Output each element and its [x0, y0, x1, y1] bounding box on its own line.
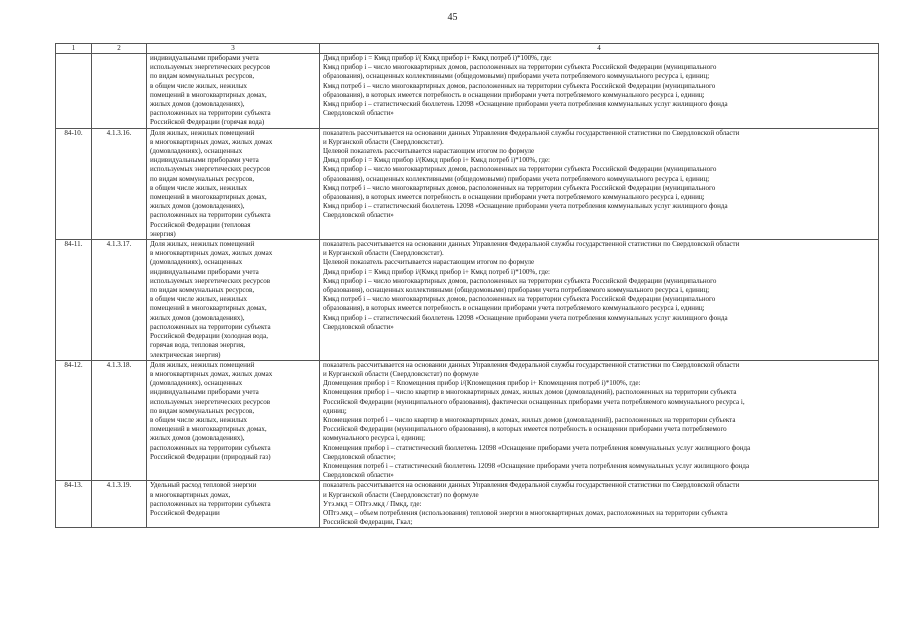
indicator-name-line: в общем числе жилых, нежилых [150, 183, 248, 192]
indicator-name-line: помещений в многоквартирных домах, [150, 193, 267, 202]
calculation-method-line: Кмкд потреб i – число многоквартирных домов, расположенных на территории субъекта Российской Федерации (муниципального [323, 183, 716, 192]
indicator-name-line: Доля жилых, нежилых помещений [150, 128, 255, 137]
calculation-method-line: Кмкд потреб i – число многоквартирных домов, расположенных на территории субъекта Российской Федерации (муниципального [323, 81, 716, 90]
row-number-cell: 84-10. [56, 128, 92, 239]
indicator-name-line: электрическая энергия) [150, 350, 221, 359]
calculation-method-line: образования), оснащенных коллективными (общедомовыми) приборами учета потребляемого коммунального ресурса i, единиц; [323, 286, 710, 295]
calculation-method-line: Кмкд прибор i – статистический бюллетень 12098 «Оснащение приборами учета потребления коммунальных услуг жилищного фонда [323, 100, 728, 109]
calculation-method-line: показатель рассчитывается на основании данных Управления Федеральной службы государственной статистики по Свердловской области [323, 240, 740, 249]
calculation-method-cell [320, 240, 879, 361]
calculation-method-line: единиц; [323, 406, 347, 415]
row-number-cell: 84-13. [56, 481, 92, 528]
header-cell-col4: 4 [320, 44, 879, 54]
calculation-method-line: Кмкд прибор i – число многоквартирных домов, расположенных на территории субъекта Российской Федерации (муниципального [323, 165, 717, 174]
calculation-method-line: и Курганской области (Свердловскстат) по формуле [323, 490, 479, 499]
calculation-method-line: Утэ.мкд = ОПтэ.мкд / Пмкд, где: [323, 499, 422, 508]
indicator-name-line: жилых домов (домовладениях), [150, 313, 245, 322]
row-number-cell [56, 54, 92, 129]
indicator-name-line: (домовладениях), оснащенных [150, 258, 243, 267]
indicator-code-cell: 4.1.3.18. [92, 360, 147, 481]
indicator-name-line: используемых энергетических ресурсов [150, 397, 271, 406]
header-cell-col3: 3 [147, 44, 320, 54]
indicator-name-line: помещений в многоквартирных домах, [150, 425, 267, 434]
table-row [56, 360, 879, 481]
calculation-method-line: образования), в которых имеется потребность в оснащении приборами учета потребляемого коммунального ресурса i, единиц; [323, 90, 705, 99]
calculation-method-line: Кпомещения прибор i – число квартир в многоквартирных домах, жилых домов (домовладений), расположенных на территории субъекта [323, 388, 737, 397]
indicator-name-line: используемых энергетических ресурсов [150, 165, 271, 174]
calculation-method-line: Кпомещения потреб i – число квартир в многоквартирных домах, жилых домов (домовладений), расположенных на территории субъекта [323, 415, 736, 424]
calculation-method-line: Кмкд прибор i – число многоквартирных домов, расположенных на территории субъекта Российской Федерации (муниципального [323, 276, 717, 285]
indicator-code-cell [92, 54, 147, 129]
calculation-method-line: Свердловской области» [323, 471, 394, 480]
calculation-method-line: и Курганской области (Свердловскстат) по формуле [323, 369, 479, 378]
calculation-method-cell [320, 481, 879, 528]
calculation-method-line: и Курганской области (Свердловскстат). [323, 137, 444, 146]
header-cell-col2: 2 [92, 44, 147, 54]
calculation-method-line: Российской Федерации (муниципального образования), в которых имеется потребность в оснащении приборами учета потребляемого [323, 425, 727, 434]
row-number-cell: 84-11. [56, 240, 92, 361]
indicator-name-line: помещений в многоквартирных домах, [150, 90, 267, 99]
calculation-method-line: Свердловской области»; [323, 452, 396, 461]
indicator-name-line: индивидуальными приборами учета [150, 388, 259, 397]
calculation-method-line: Дмкд прибор i = Кмкд прибор i/(Кмкд прибор i+ Кмкд потреб i)*100%, где: [323, 267, 550, 276]
indicator-name-line: жилых домов (домовладениях), [150, 202, 245, 211]
calculation-method-line: Российской Федерации (муниципального образования), фактически оснащенных приборами учета потребляемого коммунального ресурса i, [323, 397, 745, 406]
calculation-method-line: Кмкд прибор i – статистический бюллетень 12098 «Оснащение приборами учета потребления коммунальных услуг жилищного фонда [323, 202, 728, 211]
indicator-name-line: Удельный расход тепловой энергии [150, 481, 257, 490]
indicator-name-cell [147, 481, 320, 528]
calculation-method-line: показатель рассчитывается на основании данных Управления Федеральной службы государственной статистики по Свердловской области [323, 481, 740, 490]
indicator-name-line: помещений в многоквартирных домах, [150, 304, 267, 313]
indicator-name-line: расположенных на территории субъекта [150, 499, 271, 508]
indicator-name-line: расположенных на территории субъекта [150, 211, 271, 220]
calculation-method-line: коммунального ресурса i, единиц; [323, 434, 426, 443]
indicator-name-line: индивидуальными приборами учета [150, 54, 259, 62]
calculation-method-line: Целевой показатель рассчитывается нарастающим итогом по формуле [323, 147, 535, 156]
indicator-code-cell: 4.1.3.19. [92, 481, 147, 528]
indicator-name-line: Российской Федерации (горячая вода) [150, 118, 265, 127]
indicator-name-line: Доля жилых, нежилых помещений [150, 240, 255, 249]
calculation-method-line: и Курганской области (Свердловскстат). [323, 249, 444, 258]
calculation-method-line: образования), оснащенных коллективными (общедомовыми) приборами учета потребляемого коммунального ресурса i, единиц; [323, 72, 710, 81]
indicator-name-cell [147, 54, 320, 129]
indicator-name-line: Российской Федерации (природный газ) [150, 452, 271, 461]
table-body [56, 54, 879, 528]
calculation-method-line: Свердловской области» [323, 211, 394, 220]
calculation-method-line: Целевой показатель рассчитывается нарастающим итогом по формуле [323, 258, 535, 267]
calculation-method-line: образования), в которых имеется потребность в оснащении приборами учета потребляемого коммунального ресурса i, единиц; [323, 193, 705, 202]
indicator-name-cell [147, 360, 320, 481]
calculation-method-line: Дмкд прибор i = Кмкд прибор i/( Кмкд прибор i+ Кмкд потреб i)*100%, где: [323, 54, 552, 62]
table-row [56, 240, 879, 361]
calculation-method-line: Дмкд прибор i = Кмкд прибор i/(Кмкд прибор i+ Кмкд потреб i)*100%, где: [323, 156, 550, 165]
indicator-name-line: Доля жилых, нежилых помещений [150, 360, 255, 369]
indicator-name-line: индивидуальными приборами учета [150, 156, 259, 165]
indicator-name-line: Российской Федерации [150, 508, 220, 517]
calculation-method-line: показатель рассчитывается на основании данных Управления Федеральной службы государственной статистики по Свердловской области [323, 360, 740, 369]
calculation-method-line: Кпомещения потреб i – статистический бюллетень 12098 «Оснащение приборами учета потребления коммунальных услуг жилищного фонда [323, 461, 750, 470]
indicator-name-line: жилых домов (домовладениях), [150, 434, 245, 443]
indicator-name-line: (домовладениях), оснащенных [150, 147, 243, 156]
calculation-method-line: Российской Федерации, Гкал; [323, 518, 413, 527]
indicator-name-line: горячая вода, тепловая энергия, [150, 341, 246, 350]
indicator-name-line: индивидуальными приборами учета [150, 267, 259, 276]
calculation-method-cell [320, 54, 879, 129]
table-row [56, 128, 879, 239]
indicator-name-line: в общем числе жилых, нежилых [150, 295, 248, 304]
page-number: 45 [447, 12, 458, 23]
indicator-name-line: по видам коммунальных ресурсов, [150, 286, 255, 295]
indicator-name-line: по видам коммунальных ресурсов, [150, 174, 255, 183]
calculation-method-line: ОПтэ.мкд – объем потребления (использования) тепловой энергии в многоквартирных домах, расположенных на территории субъекта [323, 508, 728, 517]
calculation-method-line: образования), оснащенных коллективными (общедомовыми) приборами учета потребляемого коммунального ресурса i, единиц; [323, 174, 710, 183]
table-row [56, 54, 879, 129]
indicator-code-cell: 4.1.3.17. [92, 240, 147, 361]
indicator-name-line: энергия) [150, 229, 176, 238]
table-row [56, 481, 879, 528]
indicator-name-line: по видам коммунальных ресурсов, [150, 72, 255, 81]
calculation-method-cell [320, 128, 879, 239]
calculation-method-cell [320, 360, 879, 481]
indicator-name-line: жилых домов (домовладениях), [150, 100, 245, 109]
calculation-method-line: образования), в которых имеется потребность в оснащении приборами учета потребляемого коммунального ресурса i, единиц; [323, 304, 705, 313]
calculation-method-line: Кмкд потреб i – число многоквартирных домов, расположенных на территории субъекта Российской Федерации (муниципального [323, 295, 716, 304]
indicator-name-line: расположенных на территории субъекта [150, 109, 271, 118]
header-cell-col1: 1 [56, 44, 92, 54]
indicator-name-line: в многоквартирных домах, жилых домах [150, 369, 273, 378]
indicator-name-line: в многоквартирных домах, [150, 490, 231, 499]
indicator-name-line: в многоквартирных домах, жилых домах [150, 249, 273, 258]
calculation-method-line: Свердловской области» [323, 109, 394, 118]
table-header-row [56, 44, 879, 54]
indicator-name-line: (домовладениях), оснащенных [150, 379, 243, 388]
row-number-cell: 84-12. [56, 360, 92, 481]
calculation-method-line: Свердловской области» [323, 322, 394, 331]
indicator-name-cell [147, 240, 320, 361]
indicator-name-line: в общем числе жилых, нежилых [150, 81, 248, 90]
indicator-name-line: используемых энергетических ресурсов [150, 63, 271, 72]
indicator-name-line: Российской Федерации (холодная вода, [150, 332, 268, 341]
indicator-name-line: используемых энергетических ресурсов [150, 276, 271, 285]
indicators-table [55, 43, 879, 528]
indicator-name-line: расположенных на территории субъекта [150, 443, 271, 452]
indicator-name-line: Российской Федерации (тепловая [150, 220, 251, 229]
indicator-name-line: в многоквартирных домах, жилых домах [150, 137, 273, 146]
calculation-method-line: Кпомещения прибор i – статистический бюллетень 12098 «Оснащение приборами учета потребления коммунальных услуг жилищного фонда [323, 443, 751, 452]
calculation-method-line: Дпомещения прибор i = Кпомещения прибор i/(Кпомещения прибор i+ Кпомещения потреб i)*100%, где: [323, 379, 641, 388]
calculation-method-line: Кмкд прибор i – число многоквартирных домов, расположенных на территории субъекта Российской Федерации (муниципального [323, 63, 717, 72]
indicator-name-cell [147, 128, 320, 239]
indicator-name-line: по видам коммунальных ресурсов, [150, 406, 255, 415]
indicator-name-line: в общем числе жилых, нежилых [150, 415, 248, 424]
calculation-method-line: показатель рассчитывается на основании данных Управления Федеральной службы государственной статистики по Свердловской области [323, 128, 740, 137]
calculation-method-line: Кмкд прибор i – статистический бюллетень 12098 «Оснащение приборами учета потребления коммунальных услуг жилищного фонда [323, 313, 728, 322]
indicator-code-cell: 4.1.3.16. [92, 128, 147, 239]
indicator-name-line: расположенных на территории субъекта [150, 322, 271, 331]
